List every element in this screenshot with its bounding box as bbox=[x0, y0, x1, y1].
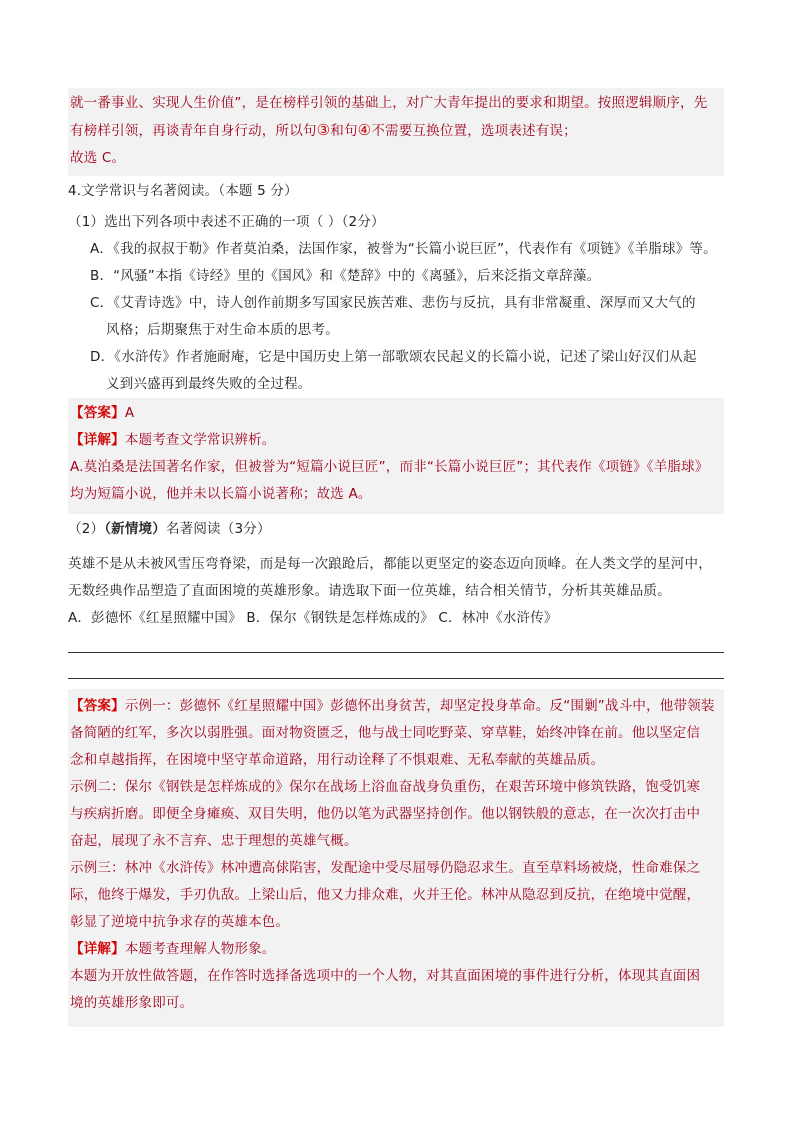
q2-answer-line-7: 示例三：林冲《水浒传》林冲遭高俅陷害，发配途中受尽屈辱仍隐忍求生。直至草料场被烧，性命难保之 bbox=[70, 860, 701, 876]
new-context-tag: （新情境） bbox=[104, 521, 166, 537]
q2-answer-line-5: 与疾病折磨。即便全身瘫痪、双目失明，他仍以笔为武器坚持创作。他以钢铁般的意志，在一次次打击中 bbox=[70, 806, 701, 822]
option-c-line-1: C．《艾青诗选》中，诗人创作前期多写国家民族苦难、悲伤与反抗，具有非常凝重、深厚而又大气的 bbox=[90, 295, 696, 311]
q2-detail-intro-line: 【详解】本题考查理解人物形象。 bbox=[70, 941, 276, 957]
answer-value: A bbox=[124, 405, 135, 421]
q2-answer-line-8: 际，他终于爆发，手刃仇敌。上梁山后，他又力排众难，火并王伦。林冲从隐忍到反抗，在绝境中觉醒， bbox=[70, 887, 701, 903]
previous-detail-line-2: 有榜样引领，再谈青年自身行动，所以句③和句④不需要互换位置，选项表述有误； bbox=[70, 121, 577, 139]
q2-prompt-line-2: 无数经典作品塑造了直面困境的英雄形象。请选取下面一位英雄，结合相关情节，分析其英雄品质。 bbox=[68, 583, 671, 599]
question-1-answer-box bbox=[68, 398, 724, 514]
answer-label: 【答案】 bbox=[70, 405, 125, 421]
answer-blank-line-2[interactable] bbox=[68, 678, 724, 679]
q2-prompt-line-1: 英雄不是从未被风雪压弯脊梁，而是每一次踉跄后，都能以更坚定的姿态迈向顶峰。在人类文学的星河中， bbox=[68, 556, 712, 572]
q2-answer-line-3: 念和卓越指挥，在困境中坚守革命道路，用行动诠释了不惧艰难、无私奉献的英雄品质。 bbox=[70, 752, 605, 768]
option-d-line-2: 义到兴盛再到最终失败的全过程。 bbox=[106, 376, 312, 392]
q2-answer-line-9: 彰显了逆境中抗争求存的英雄本色。 bbox=[70, 914, 290, 930]
option-a: A．《我的叔叔于勒》作者莫泊桑，法国作家，被誉为“长篇小说巨匠”，代表作有《项链》《羊脂球》等。 bbox=[90, 241, 717, 257]
q2-choices: A．彭德怀《红星照耀中国》 B．保尔《钢铁是怎样炼成的》 C．林冲《水浒传》 bbox=[68, 610, 558, 626]
option-b: B．“风骚”本指《诗经》里的《国风》和《楚辞》中的《离骚》，后来泛指文章辞藻。 bbox=[90, 268, 601, 284]
q1-detail-intro-line: 【详解】本题考查文学常识辨析。 bbox=[70, 432, 276, 448]
option-c-line-2: 风格；后期聚焦于对生命本质的思考。 bbox=[106, 322, 339, 338]
q2-detail-line-1: 本题为开放性做答题，在作答时选择备选项中的一个人物，对其直面困境的事件进行分析，体现其直面困 bbox=[70, 968, 701, 984]
section-4-heading: 4.文学常识与名著阅读。（本题 5 分） bbox=[68, 183, 298, 199]
answer-blank-line-1[interactable] bbox=[68, 652, 724, 653]
detail-label: 【详解】 bbox=[70, 432, 125, 448]
question-1-stem: （1）选出下列各项中表述不正确的一项（ ）（2分） bbox=[68, 214, 385, 230]
q1-detail-line-2: 均为短篇小说，他并未以长篇小说著称；故选 A。 bbox=[70, 486, 372, 502]
q1-detail-line-1: A.莫泊桑是法国著名作家，但被誉为“短篇小说巨匠”，而非“长篇小说巨匠”；其代表作《项链》《羊脂球》 bbox=[70, 459, 709, 475]
circled-4: ④ bbox=[357, 121, 372, 139]
circled-3: ③ bbox=[316, 121, 331, 139]
document-page bbox=[68, 88, 724, 1027]
question-2-stem: （2）（新情境）名著阅读（3分） bbox=[68, 521, 271, 537]
q2-answer-line-1: 【答案】示例一：彭德怀《红星照耀中国》彭德怀出身贫苦，却坚定投身革命。反“围剿”战斗中，他带领装 bbox=[70, 698, 715, 714]
q2-answer-line-4: 示例二：保尔《钢铁是怎样炼成的》保尔在战场上浴血奋战身负重伤，在艰苦环境中修筑铁路，饱受饥寒 bbox=[70, 779, 701, 795]
option-d-line-1: D．《水浒传》作者施耐庵，它是中国历史上第一部歌颂农民起义的长篇小说，记述了梁山好汉们从起 bbox=[90, 349, 697, 365]
q2-answer-line-2: 备简陋的红军，多次以弱胜强。面对物资匮乏，他与战士同吃野菜、穿草鞋，始终冲锋在前。他以坚定信 bbox=[70, 725, 701, 741]
previous-detail-line-1: 就一番事业、实现人生价值”，是在榜样引领的基础上，对广大青年提出的要求和期望。按照逻辑顺序，先 bbox=[70, 95, 708, 111]
q1-answer-line bbox=[70, 400, 724, 427]
q2-answer-line-6: 奋起，展现了永不言弃、忠于理想的英雄气概。 bbox=[70, 833, 358, 849]
previous-choice-line: 故选 C。 bbox=[70, 150, 126, 166]
detail-label: 【详解】 bbox=[70, 941, 125, 957]
q2-detail-line-2: 境的英雄形象即可。 bbox=[70, 995, 194, 1011]
previous-answer-box bbox=[68, 88, 724, 176]
answer-label: 【答案】 bbox=[70, 698, 125, 714]
question-2-answer-box bbox=[68, 689, 724, 1027]
